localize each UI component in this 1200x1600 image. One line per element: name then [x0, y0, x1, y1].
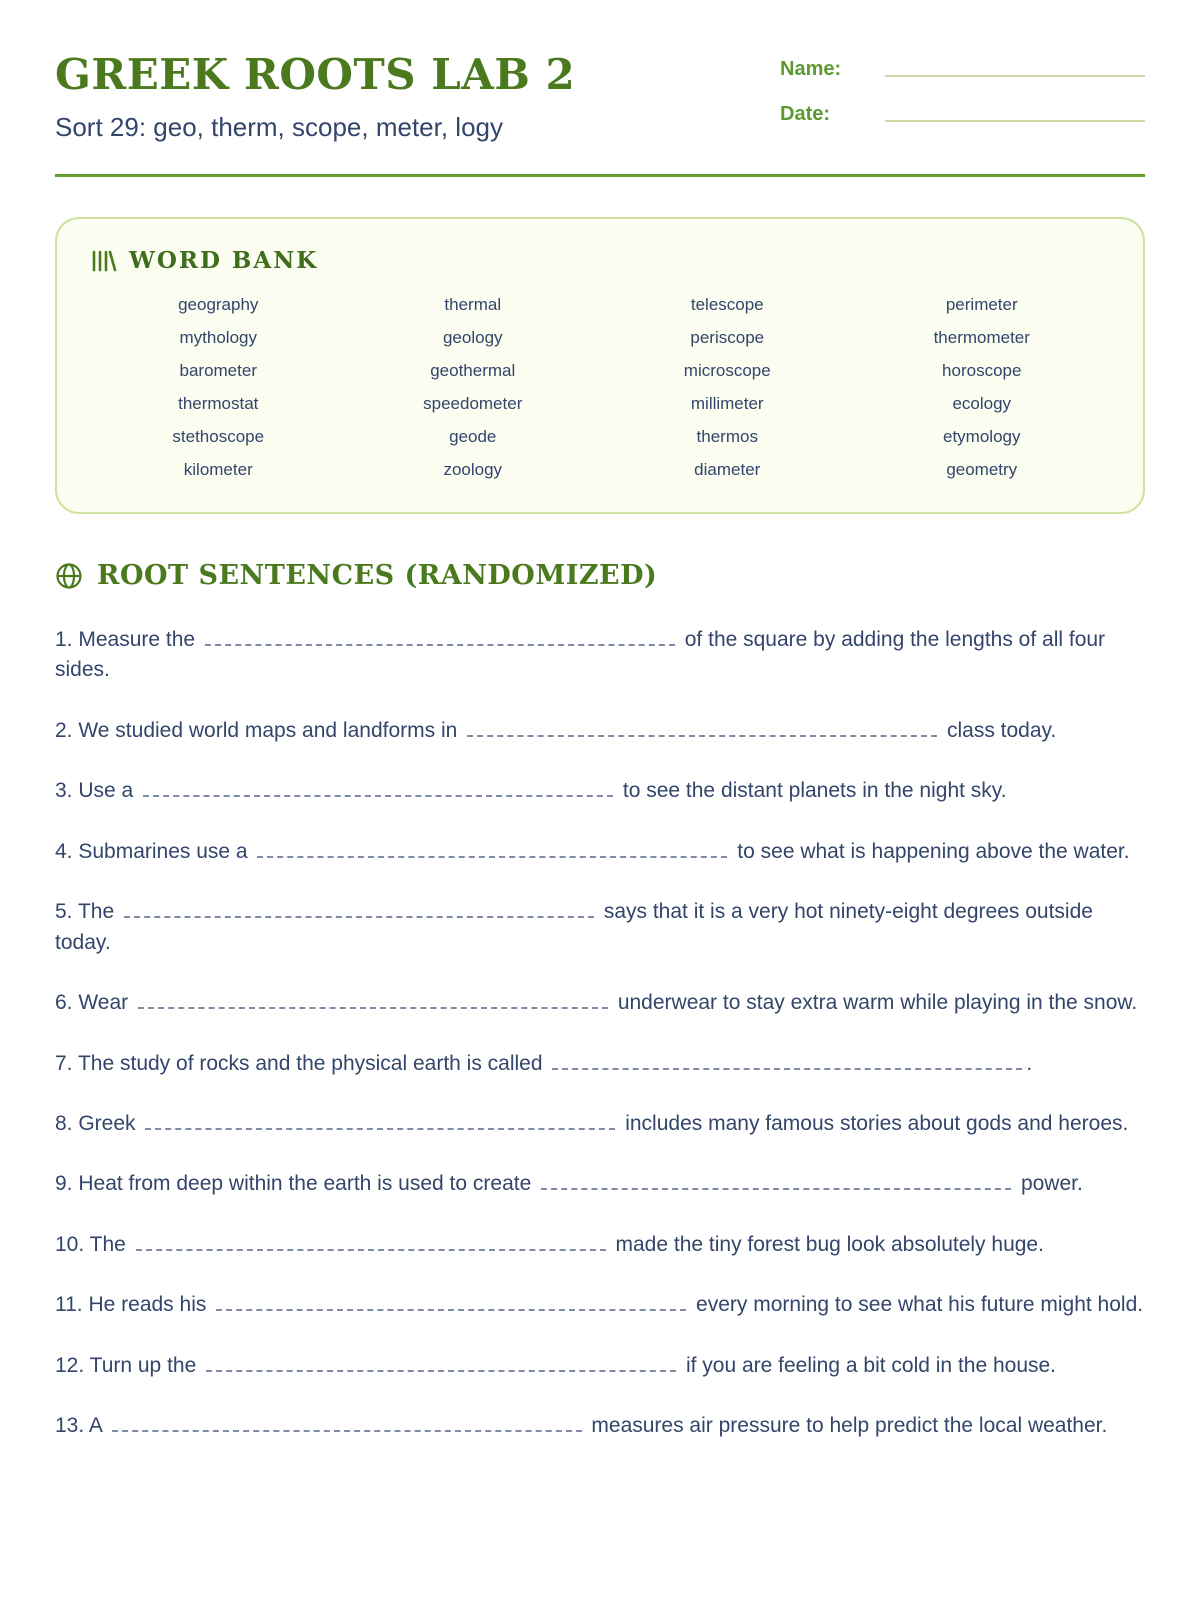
word-bank-word: geode — [449, 427, 497, 446]
sentence-list — [55, 625, 1145, 1442]
word-bank-word: etymology — [943, 427, 1021, 446]
word-bank-word: geothermal — [430, 361, 516, 380]
sentence-post-text: measures air pressure to help predict the local weather. — [585, 1414, 1108, 1438]
sentence-item — [55, 1230, 1145, 1260]
sentence-pre-text: 10. The — [55, 1232, 132, 1256]
word-bank-word: thermos — [696, 427, 758, 446]
sentence-post-text: if you are feeling a bit cold in the house. — [680, 1353, 1057, 1377]
sentence-pre-text: 1. Measure the — [55, 628, 201, 651]
sentence-item — [55, 716, 1145, 746]
fill-in-blank[interactable] — [541, 1179, 1011, 1191]
word-bank-word: zoology — [443, 460, 503, 479]
fill-in-blank[interactable] — [136, 1239, 606, 1251]
sentence-post-text: to see what is happening above the water. — [731, 839, 1130, 863]
fill-in-blank[interactable] — [216, 1300, 686, 1312]
header-divider — [55, 174, 1145, 177]
sentence-pre-text: 9. Heat from deep within the earth is used to create — [55, 1172, 538, 1196]
fill-in-blank[interactable] — [112, 1421, 582, 1433]
word-bank-word: geology — [442, 328, 503, 347]
fill-in-blank[interactable] — [143, 786, 613, 798]
date-field-row — [780, 103, 1145, 126]
sentence-item — [55, 1351, 1145, 1381]
date-input-line[interactable] — [885, 120, 1145, 122]
sentence-pre-text: 5. The — [55, 900, 120, 924]
word-bank-column — [855, 288, 1110, 486]
word-bank-word: perimeter — [945, 295, 1018, 314]
sentences-heading-row — [55, 560, 1145, 591]
sentence-item — [55, 988, 1145, 1018]
word-bank-word: geography — [178, 295, 259, 314]
globe-icon — [55, 562, 83, 590]
word-bank-column — [600, 288, 855, 486]
sentence-item — [55, 1049, 1145, 1079]
sentence-pre-text: 8. Greek — [55, 1111, 142, 1135]
word-bank-word: stethoscope — [172, 427, 265, 446]
fill-in-blank[interactable] — [138, 998, 608, 1010]
name-date-block — [780, 52, 1145, 148]
fill-in-blank[interactable] — [145, 1118, 615, 1130]
word-bank-word: microscope — [683, 361, 771, 380]
date-label: Date: — [780, 103, 831, 125]
name-field-row — [780, 58, 1145, 81]
sentence-pre-text: 13. A — [55, 1414, 108, 1438]
sentence-pre-text: 2. We studied world maps and landforms in — [55, 718, 464, 742]
word-bank-word: diameter — [694, 460, 761, 479]
sentence-item — [55, 897, 1145, 958]
sentence-item — [55, 776, 1145, 806]
sentence-pre-text: 6. Wear — [55, 991, 134, 1015]
word-bank-word: ecology — [952, 394, 1012, 413]
word-bank-word: barometer — [179, 361, 257, 380]
sentence-item — [55, 625, 1145, 686]
word-bank — [55, 217, 1145, 514]
word-bank-word: kilometer — [183, 460, 253, 479]
sentence-pre-text: 4. Submarines use a — [55, 839, 254, 863]
word-bank-word: geometry — [946, 460, 1018, 479]
sentence-pre-text: 7. The study of rocks and the physical earth is called — [55, 1051, 549, 1075]
header-title-block — [55, 52, 575, 143]
sentence-post-text: class today. — [941, 718, 1057, 742]
sentence-item — [55, 1169, 1145, 1199]
word-bank-heading-row — [91, 247, 1109, 274]
sentence-post-text: every morning to see what his future might hold. — [690, 1293, 1144, 1317]
fill-in-blank[interactable] — [205, 634, 675, 646]
tally-marks-icon — [91, 249, 117, 273]
name-input-line[interactable] — [885, 75, 1145, 77]
word-bank-word: thermostat — [178, 394, 259, 413]
word-bank-column — [346, 288, 601, 486]
word-bank-word: thermometer — [933, 328, 1030, 347]
sentence-post-text: of the square by adding the lengths of all four sides. — [55, 628, 1106, 682]
sentence-post-text: made the tiny forest bug look absolutely huge. — [609, 1232, 1044, 1256]
name-label: Name: — [780, 58, 842, 80]
sentence-post-text: includes many famous stories about gods and heroes. — [619, 1111, 1129, 1135]
fill-in-blank[interactable] — [206, 1360, 676, 1372]
sentence-item — [55, 837, 1145, 867]
sentence-post-text: to see the distant planets in the night sky. — [617, 779, 1007, 803]
word-bank-word: millimeter — [690, 394, 764, 413]
word-bank-word: telescope — [690, 295, 764, 314]
fill-in-blank[interactable] — [552, 1058, 1022, 1070]
page-title: GREEK ROOTS LAB 2 — [55, 50, 576, 99]
sentence-pre-text: 12. Turn up the — [55, 1353, 203, 1377]
sentence-post-text: underwear to stay extra warm while playing in the snow. — [611, 991, 1138, 1015]
word-bank-word: mythology — [179, 328, 257, 347]
word-bank-heading: WORD BANK — [129, 247, 319, 274]
sentence-item — [55, 1109, 1145, 1139]
sentence-post-text: power. — [1015, 1172, 1083, 1196]
word-bank-word: speedometer — [423, 394, 523, 413]
fill-in-blank[interactable] — [124, 907, 594, 919]
sentence-item — [55, 1290, 1145, 1320]
sentence-pre-text: 11. He reads his — [55, 1293, 213, 1317]
sentence-pre-text: 3. Use a — [55, 779, 140, 803]
sentences-heading: ROOT SENTENCES (RANDOMIZED) — [97, 560, 658, 591]
root-sentences-section — [55, 560, 1145, 1442]
sentence-post-text: . — [1026, 1051, 1033, 1075]
sentence-item — [55, 1411, 1145, 1441]
fill-in-blank[interactable] — [467, 725, 937, 737]
header — [55, 52, 1145, 148]
word-bank-column — [91, 288, 346, 486]
fill-in-blank[interactable] — [257, 846, 727, 858]
page-subtitle: Sort 29: geo, therm, scope, meter, logy — [55, 112, 504, 143]
word-bank-word: periscope — [690, 328, 765, 347]
word-bank-word: horoscope — [942, 361, 1022, 380]
word-bank-grid — [91, 288, 1109, 486]
sentence-post-text: says that it is a very hot ninety-eight degrees outside today. — [55, 900, 1093, 954]
word-bank-word: thermal — [444, 295, 502, 314]
